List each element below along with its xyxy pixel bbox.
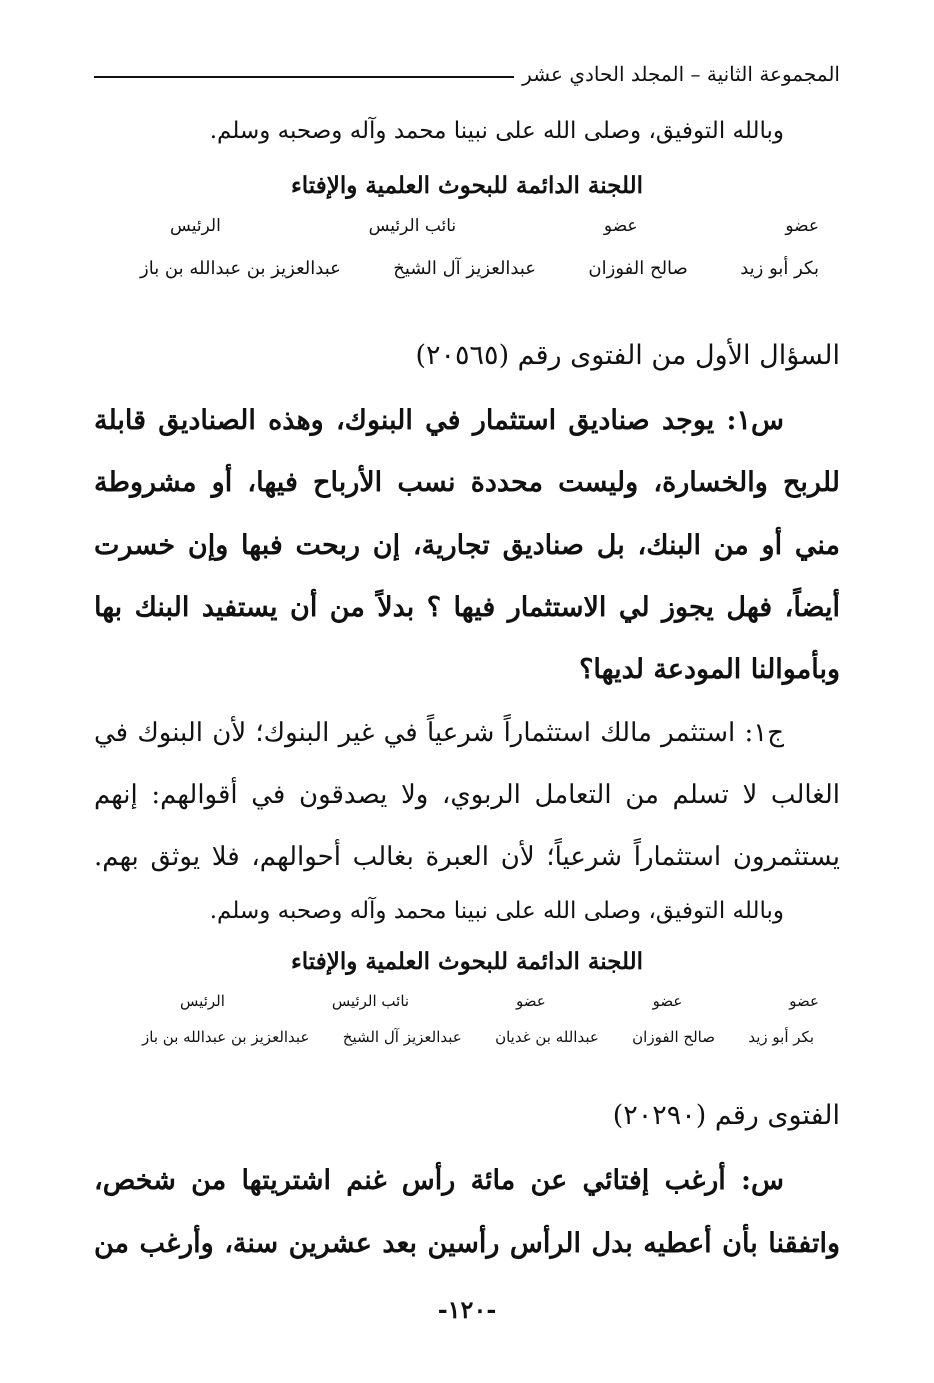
question-line: س: أرغب إفتائي عن مائة رأس غنم اشتريتها من شخص، [94,1165,784,1196]
signatory-roles [170,216,819,236]
question-line: أيضاً، فهل يجوز لي الاستثمار فيها ؟ بدلاً من أن يستفيد البنك بها [94,592,840,623]
signatory-role: عضو [516,992,546,1010]
signatory-role: نائب الرئيس [368,216,457,236]
signatory-role: عضو [785,216,819,236]
closing-formula: وبالله التوفيق، وصلى الله على نبينا محمد وآله وصحبه وسلم. [209,898,784,924]
signatory-names [142,1028,814,1046]
running-header [94,62,840,86]
question-line: س١: يوجد صناديق استثمار في البنوك، وهذه الصناديق قابلة [94,405,784,436]
answer-line: يستثمرون استثماراً شرعياً؛ لأن العبرة بغالب أحوالهم، فلا يوثق بهم. [94,842,840,872]
signatory-name: صالح الفوزان [632,1028,715,1046]
question-line: للربح والخسارة، وليست محددة نسب الأرباح فيها، أو مشروطة [94,467,840,498]
signatory-name: عبدالعزيز بن عبدالله بن باز [140,258,341,279]
signatory-role: الرئيس [170,216,221,236]
committee-name: اللجنة الدائمة للبحوث العلمية والإفتاء [290,948,644,975]
signatory-name: عبدالله بن غديان [495,1028,599,1046]
header-rule [94,76,514,78]
question-line: وبأموالنا المودعة لديها؟ [579,654,840,685]
signatory-role: عضو [789,992,819,1010]
signatory-role: نائب الرئيس [331,992,410,1010]
signatory-name: عبدالعزيز بن عبدالله بن باز [142,1028,310,1046]
signatory-role: عضو [603,216,638,236]
signatory-role: عضو [652,992,683,1010]
signatory-name: صالح الفوزان [588,258,688,279]
signatory-name: عبدالعزيز آل الشيخ [393,258,537,279]
answer-line: الغالب لا تسلم من التعامل الربوي، ولا يصدقون في أقوالهم: إنهم [94,780,840,810]
question-line: واتفقنا بأن أعطيه بدل الرأس رأسين بعد عشرين سنة، وأرغب من [94,1228,840,1259]
answer-line: ج١: استثمر مالك استثماراً شرعياً في غير البنوك؛ لأن البنوك في [94,718,784,748]
fatwa-heading: الفتوى رقم (٢٠٢٩٠) [612,1100,840,1131]
signatory-role: الرئيس [180,992,225,1010]
question-line: مني أو من البنك، بل صناديق تجارية، إن ربحت فبها وإن خسرت [94,530,840,561]
signatory-name: عبدالعزيز آل الشيخ [342,1028,462,1046]
header-title: المجموعة الثانية – المجلد الحادي عشر [522,62,840,86]
signatory-name: بكر أبو زيد [740,258,819,279]
signatory-name: بكر أبو زيد [748,1028,814,1046]
committee-name: اللجنة الدائمة للبحوث العلمية والإفتاء [290,172,644,199]
fatwa-heading: السؤال الأول من الفتوى رقم (٢٠٥٦٥) [415,340,840,371]
closing-formula: وبالله التوفيق، وصلى الله على نبينا محمد وآله وصحبه وسلم. [209,118,784,144]
page-number: -١٢٠- [437,1295,497,1324]
signatory-roles [180,992,819,1010]
signatory-names [140,258,819,279]
